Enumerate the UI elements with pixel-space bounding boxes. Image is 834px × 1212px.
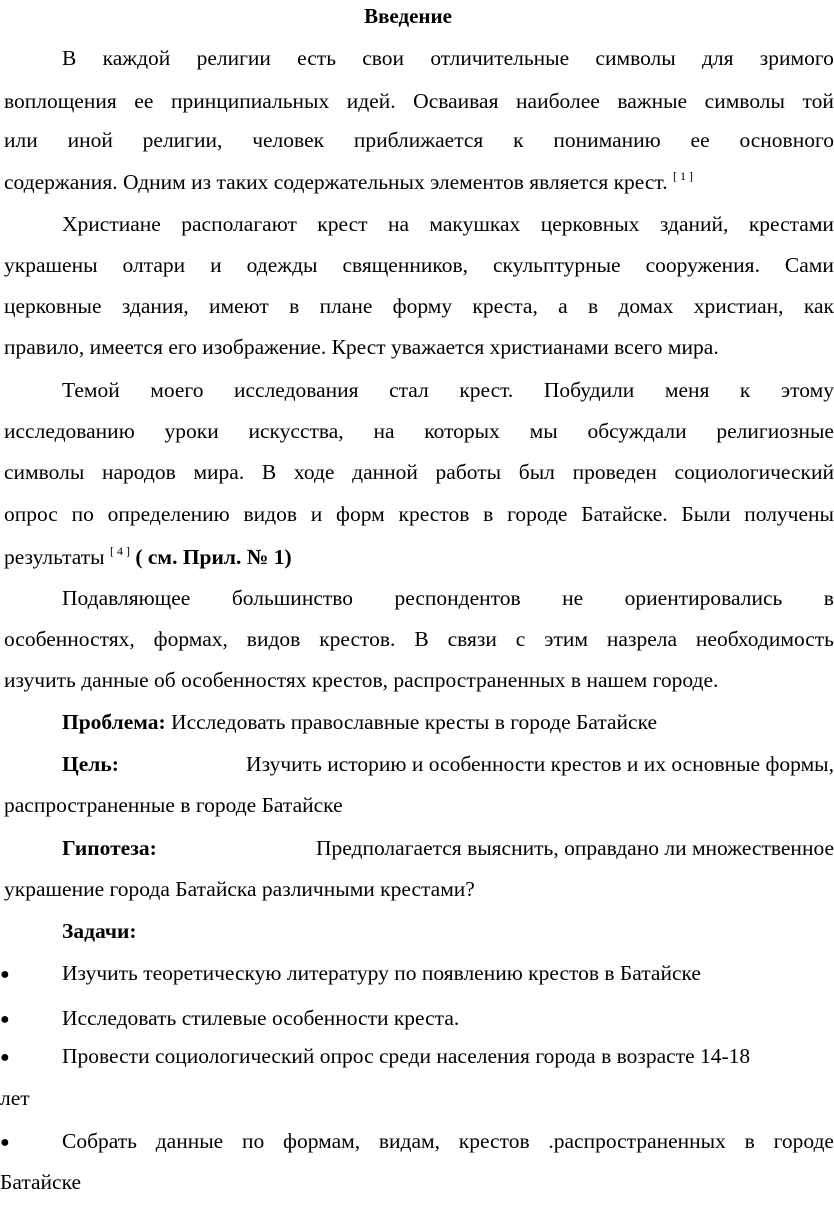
word: домах xyxy=(618,294,674,318)
word: мы xyxy=(529,419,558,443)
word: крестов xyxy=(398,502,470,526)
word: а xyxy=(558,294,568,318)
problem-text: Исследовать православные кресты в городе Батайске xyxy=(171,710,658,734)
p1-line-2 xyxy=(4,91,834,113)
p4-line-2 xyxy=(4,629,834,651)
bullet-icon: ● xyxy=(0,1049,10,1066)
task-item-text xyxy=(62,1131,834,1153)
footnote-ref-4: [ 4 ] xyxy=(109,544,130,558)
word: видов xyxy=(246,627,301,651)
word: респондентов xyxy=(394,586,521,610)
task-item-text: Изучить теоретическую литературу по появлению крестов в Батайске xyxy=(62,961,701,985)
word: для xyxy=(701,46,734,70)
p3-line-5 xyxy=(4,545,834,569)
word: имеют xyxy=(209,294,269,318)
word: особенностях, xyxy=(4,627,135,651)
word: зданий, xyxy=(659,212,729,236)
hypothesis-line-2: украшение города Батайска различными крестами? xyxy=(4,877,475,901)
word: Собрать xyxy=(62,1129,137,1153)
word: отличительные xyxy=(430,46,570,70)
word: той xyxy=(802,89,834,113)
word: зримого xyxy=(759,46,834,70)
word: ходе xyxy=(293,460,335,484)
goal-text: Изучить историю и особенности крестов и их основные формы, xyxy=(246,752,834,776)
word: формах, xyxy=(153,627,228,651)
hypothesis-label: Гипотеза: xyxy=(62,836,157,860)
word: по xyxy=(241,1129,265,1153)
word: стал xyxy=(389,378,429,402)
word: В xyxy=(414,627,429,651)
word: Были xyxy=(681,502,731,526)
word: данной xyxy=(352,460,418,484)
word: в xyxy=(483,502,494,526)
word: видам, xyxy=(378,1129,440,1153)
word: в xyxy=(823,586,834,610)
word: наиболее xyxy=(516,89,600,113)
word: большинство xyxy=(231,586,354,610)
word: необходимость xyxy=(695,627,834,651)
word: человек xyxy=(252,128,325,152)
word: церковные xyxy=(4,294,102,318)
word: проведен xyxy=(572,460,657,484)
word: крестами xyxy=(748,212,834,236)
p1-line-4-text: содержания. Одним из таких содержательных элементов является крест. xyxy=(4,170,668,194)
word: Сами xyxy=(784,253,834,277)
word: определению xyxy=(107,502,230,526)
p3-line-2 xyxy=(4,421,834,443)
word: обсуждали xyxy=(587,419,687,443)
word: Христиане xyxy=(62,212,161,236)
word: по xyxy=(71,502,94,526)
word: Осваивая xyxy=(413,89,499,113)
word: креста, xyxy=(472,294,538,318)
word: крест. xyxy=(459,378,514,402)
hypothesis-text: Предполагается выяснить, оправдано ли множественное xyxy=(315,836,834,860)
word: к xyxy=(513,128,524,152)
word: макушках xyxy=(429,212,521,236)
word: идей. xyxy=(346,89,396,113)
word: христиан, xyxy=(693,294,784,318)
word: Батайске. xyxy=(581,502,668,526)
word: ориентировались xyxy=(624,586,783,610)
p1-line-4 xyxy=(4,170,834,194)
task-item-text-continued: лет xyxy=(0,1086,30,1110)
word: важные xyxy=(617,89,688,113)
p4-line-3: изучить данные об особенностях крестов, распространенных в нашем городе. xyxy=(4,668,719,692)
word: каждой xyxy=(102,46,171,70)
word: В xyxy=(62,46,77,70)
p2-line-3 xyxy=(4,296,834,318)
word: одежды xyxy=(246,253,318,277)
word: этим xyxy=(544,627,588,651)
task-item-text: Провести социологический опрос среди населения города в возрасте 14-18 xyxy=(62,1044,751,1068)
word: есть xyxy=(297,46,336,70)
footnote-ref-1: [ 1 ] xyxy=(672,169,693,183)
goal-line-1 xyxy=(62,754,834,776)
goal-label: Цель: xyxy=(62,752,119,776)
problem-line xyxy=(62,712,834,734)
word: мира. xyxy=(193,460,245,484)
p3-line-5-text: результаты xyxy=(4,545,105,569)
word: религии, xyxy=(142,128,223,152)
word: пониманию xyxy=(553,128,661,152)
word: работы xyxy=(435,460,502,484)
word: социологический xyxy=(674,460,834,484)
word: сооружения. xyxy=(645,253,760,277)
word: В xyxy=(261,460,277,484)
word: на xyxy=(387,212,409,236)
word: в xyxy=(587,294,599,318)
word: назрела xyxy=(606,627,678,651)
p2-line-1 xyxy=(62,214,834,236)
word: Подавляющее xyxy=(62,586,191,610)
task-item-text: Исследовать стилевые особенности креста. xyxy=(62,1006,460,1030)
word: иной xyxy=(67,128,113,152)
word: религиозные xyxy=(716,419,834,443)
word: скульптурные xyxy=(492,253,621,277)
word: символы xyxy=(704,89,785,113)
goal-line-2: распространенные в городе Батайске xyxy=(4,793,343,817)
p3-line-1 xyxy=(62,380,834,402)
p2-line-2 xyxy=(4,255,834,277)
problem-label: Проблема: xyxy=(62,710,166,734)
word: исследования xyxy=(233,378,359,402)
word: этому xyxy=(780,378,834,402)
word: олтари xyxy=(122,253,186,277)
hypothesis-line-1 xyxy=(62,838,834,860)
word: крест xyxy=(317,212,368,236)
word: религии xyxy=(196,46,271,70)
p3-line-4 xyxy=(4,504,834,526)
page-title: Введение xyxy=(364,4,452,28)
word: получены xyxy=(744,502,834,526)
word: ее xyxy=(690,128,710,152)
word: церковных xyxy=(540,212,640,236)
word: видов xyxy=(243,502,297,526)
p2-line-4: правило, имеется его изображение. Крест уважается христианами всего мира. xyxy=(4,335,719,359)
word: меня xyxy=(664,378,710,402)
p1-line-1 xyxy=(62,48,834,70)
word: украшены xyxy=(4,253,98,277)
bullet-icon: ● xyxy=(0,1134,10,1151)
word: в xyxy=(289,294,300,318)
bullet-icon: ● xyxy=(0,1011,10,1028)
word: приближается xyxy=(353,128,484,152)
word: данные xyxy=(155,1129,224,1153)
word: городе xyxy=(773,1129,834,1153)
p1-line-3 xyxy=(4,130,834,152)
word: связи xyxy=(447,627,497,651)
word: крестов. xyxy=(319,627,396,651)
word: символы xyxy=(595,46,676,70)
word: здания, xyxy=(121,294,189,318)
word: форму xyxy=(392,294,453,318)
word: исследованию xyxy=(4,419,135,443)
tasks-label: Задачи: xyxy=(62,919,137,943)
word: формам, xyxy=(283,1129,361,1153)
word: свои xyxy=(362,46,405,70)
word: не xyxy=(562,586,584,610)
word: искусства, xyxy=(248,419,344,443)
word: как xyxy=(803,294,834,318)
word: которых xyxy=(424,419,500,443)
word: и xyxy=(210,253,222,277)
word: уроки xyxy=(164,419,219,443)
word: форм xyxy=(336,502,385,526)
task-item-text-continued: Батайске xyxy=(0,1170,82,1194)
word: опрос xyxy=(4,502,58,526)
word: в xyxy=(744,1129,755,1153)
word: моего xyxy=(150,378,204,402)
word: символы xyxy=(4,460,85,484)
word: на xyxy=(373,419,395,443)
word: или xyxy=(4,128,38,152)
word: плане xyxy=(319,294,373,318)
appendix-reference: ( см. Прил. № 1) xyxy=(135,545,292,569)
word: принципиальных xyxy=(170,89,330,113)
p4-line-1 xyxy=(62,588,834,610)
word: народов xyxy=(101,460,176,484)
word: с xyxy=(515,627,526,651)
word: был xyxy=(518,460,555,484)
p3-line-3 xyxy=(4,462,834,484)
word: Побудили xyxy=(543,378,635,402)
word: крестов xyxy=(458,1129,530,1153)
word: ее xyxy=(134,89,154,113)
word: Темой xyxy=(62,378,120,402)
word: к xyxy=(739,378,751,402)
word: священников, xyxy=(342,253,468,277)
word: располагают xyxy=(181,212,297,236)
bullet-icon: ● xyxy=(0,966,10,983)
word: городе xyxy=(507,502,568,526)
word: основного xyxy=(739,128,834,152)
word: .распространенных xyxy=(548,1129,726,1153)
word: и xyxy=(310,502,323,526)
word: воплощения xyxy=(4,89,117,113)
